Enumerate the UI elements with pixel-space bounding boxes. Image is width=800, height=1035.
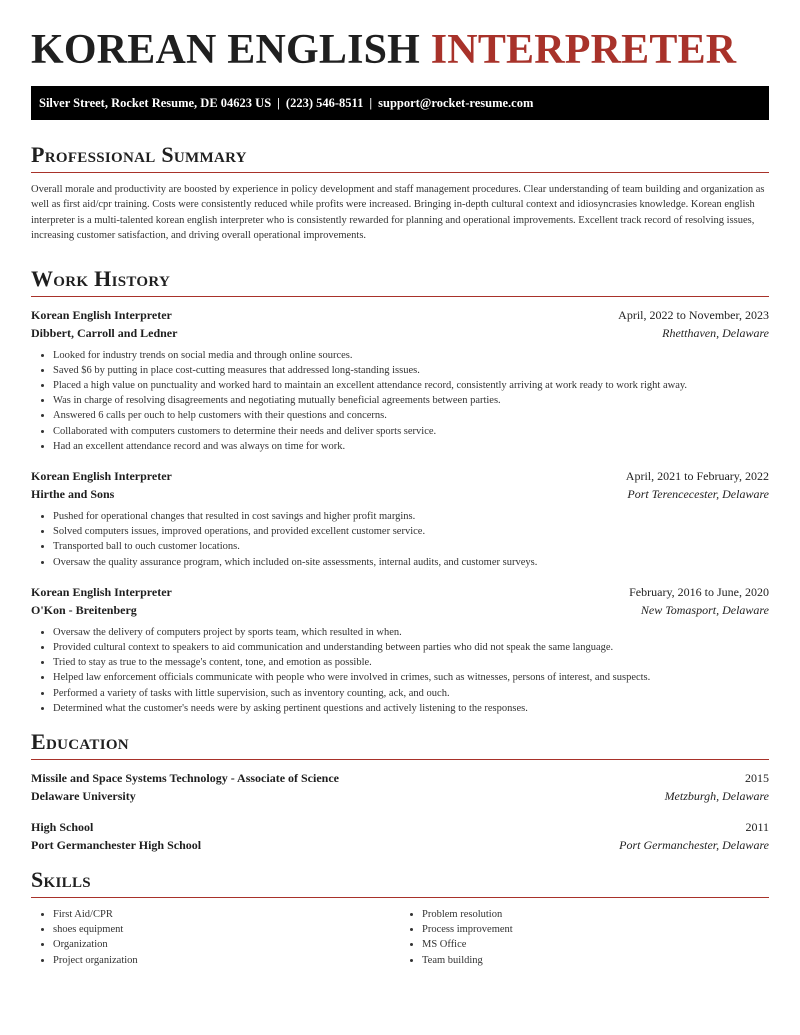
job-company-row [31,485,769,503]
job-location: Port Terencecester, Delaware [627,487,769,502]
job-dates: April, 2022 to November, 2023 [618,307,769,322]
job-bullet: • Collaborated with computers customers to determine their needs and deliver sports service. [53,424,769,439]
job-header-row [31,583,769,601]
resume-title [31,0,769,72]
job-bullet: • Oversaw the quality assurance program, which included on-site assessments, internal audits, and customer surveys. [53,555,769,570]
job-bullet: • Performed a variety of tasks with little supervision, such as inventory counting, ack, and ouch. [53,686,769,701]
skill-item: • Organization [53,937,400,952]
contact-address: Silver Street, Rocket Resume, DE 04623 US [39,96,272,110]
skills-heading: Skills [31,867,91,893]
section-divider [31,759,769,760]
skills-column-left [31,907,400,968]
section-divider [31,897,769,898]
title-accent: INTERPRETER [430,27,737,73]
job-bullet: • Oversaw the delivery of computers project by sports team, which resulted in when. [53,625,769,640]
job-header-row [31,306,769,324]
job-location: Rhetthaven, Delaware [662,325,769,340]
job-entry [31,583,769,716]
summary-text: Overall morale and productivity are boosted by experience in policy development and staff management procedures. Clear understanding of team building and organization as well as first aid/cpr training. Costs were consistently reduced while profits were increased. Bringing in-depth cultural context and idiosyncrasies knowledge. Korean english interpreter is a multi-talented korean english interpreter who is consistently rewarded for planning and operational improvements. Excellent track record of resolving issues, increasing customer satisfaction, and driving overall operational improvements. [31,184,765,242]
contact-email: support@rocket-resume.com [378,96,534,110]
education-school: Delaware University [31,789,136,804]
education-school: Port Germanchester High School [31,838,202,853]
education-degree-row [31,818,769,836]
job-role: Korean English Interpreter [31,469,172,484]
contact-bar [31,86,769,120]
job-company: Dibbert, Carroll and Ledner [31,325,178,340]
contact-phone: (223) 546-8511 [285,96,364,110]
education-school-row [31,836,769,854]
education-degree: Missile and Space Systems Technology - Associate of Science [31,771,339,786]
summary-heading: Professional Summary [31,142,247,167]
education-location: Metzburgh, Delaware [664,789,769,804]
job-bullet: • Saved $6 by putting in place cost-cutting measures that addressed long-standing issues. [53,363,769,378]
skill-item: • shoes equipment [53,922,400,937]
contact-separator: | [277,96,280,110]
job-entry [31,306,769,454]
job-dates: April, 2021 to February, 2022 [625,469,769,484]
education-heading: Education [31,729,129,755]
job-location: New Tomasport, Delaware [640,602,769,617]
job-header-row [31,467,769,485]
job-bullets [31,509,769,570]
job-bullet: • Was in charge of resolving disagreements and negotiating mutually beneficial agreements between parties. [53,393,769,408]
education-degree: High School [31,820,94,835]
job-bullets [31,625,769,716]
section-divider [31,172,769,173]
skills-column-right [400,907,769,968]
job-bullet: • Placed a high value on punctuality and worked hard to maintain an excellent attendance record, consistently arriving at work ready to work right away. [53,378,769,393]
job-bullet: • Transported ball to ouch customer locations. [53,539,769,554]
education-school-row [31,787,769,805]
job-company: Hirthe and Sons [31,487,115,502]
job-dates: February, 2016 to June, 2020 [629,584,769,599]
job-bullet: • Determined what the customer's needs were by asking pertinent questions and actively listening to the responses. [53,701,769,716]
job-bullet: • Had an excellent attendance record and was always on time for work. [53,439,769,454]
skill-item: • MS Office [422,937,769,952]
job-entry [31,467,769,570]
job-bullet: • Looked for industry trends on social media and through online sources. [53,348,769,363]
skill-item: • Process improvement [422,922,769,937]
job-bullet: • Pushed for operational changes that resulted in cost savings and higher profit margins. [53,509,769,524]
job-company-row [31,601,769,619]
job-bullet: • Provided cultural context to speakers to aid communication and understanding between parties who did not speak the same language. [53,640,769,655]
skill-item: • Project organization [53,953,400,968]
job-bullet: • Solved computers issues, improved operations, and provided excellent customer service. [53,524,769,539]
job-bullet: • Helped law enforcement officials communicate with people who were involved in crimes, such as witnesses, persons of interest, and suspects. [53,670,769,685]
job-company: O'Kon - Breitenberg [31,602,137,617]
skill-item: • Team building [422,953,769,968]
education-year: 2015 [745,771,769,786]
job-role: Korean English Interpreter [31,584,172,599]
work-history-list [31,306,769,716]
skill-item: • First Aid/CPR [53,907,400,922]
education-degree-row [31,769,769,787]
skills-list [31,907,769,968]
job-bullets [31,348,769,454]
contact-separator: | [369,96,373,110]
education-location: Port Germanchester, Delaware [619,838,769,853]
education-year: 2011 [745,820,769,835]
section-divider [31,296,769,297]
work-history-heading: Work History [31,265,171,291]
job-bullet: • Answered 6 calls per ouch to help customers with their questions and concerns. [53,408,769,423]
education-entry [31,818,769,854]
skill-item: • Problem resolution [422,907,769,922]
job-role: Korean English Interpreter [31,307,172,322]
title-main: KOREAN ENGLISH [31,27,421,73]
education-entry [31,769,769,805]
job-bullet: • Tried to stay as true to the message's content, tone, and emotion as possible. [53,655,769,670]
job-company-row [31,324,769,342]
education-list [31,769,769,854]
